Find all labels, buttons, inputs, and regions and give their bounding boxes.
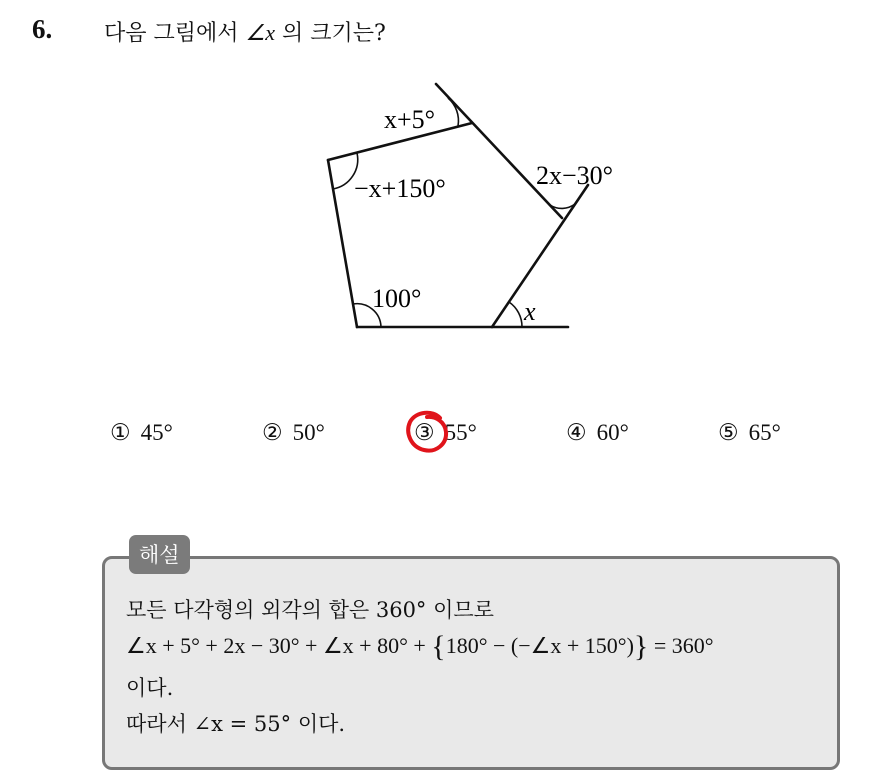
solution-line-1: 모든 다각형의 외각의 합은 360° 이므로 (126, 598, 494, 622)
choice-number: ③ (414, 420, 435, 445)
choice-number: ⑤ (718, 420, 739, 445)
solution-equation (126, 630, 714, 664)
label-bottom-right: x (524, 297, 536, 326)
label-top: x+5° (384, 105, 436, 134)
answer-circle-mark-icon (403, 407, 453, 457)
choice-number: ④ (566, 420, 587, 445)
question-text-before: 다음 그림에서 (104, 21, 246, 46)
solution-line-4: 따라서 ∠x = 55° 이다. (126, 712, 346, 736)
choice-value: 65° (748, 420, 781, 445)
choice-2[interactable] (262, 420, 325, 446)
choice-value: 45° (140, 420, 173, 445)
question-number: 6. (32, 14, 53, 44)
angle-symbol: ∠x (245, 20, 275, 45)
choice-number: ① (110, 420, 131, 445)
solution-line-3: 이다. (126, 676, 174, 700)
choice-value: 60° (596, 420, 629, 445)
choice-number: ② (262, 420, 283, 445)
choice-value: 55° (444, 420, 477, 445)
label-right: 2x−30° (536, 161, 614, 190)
solution-tag: 해설 (129, 535, 190, 574)
equation-brace-open: { (431, 630, 446, 663)
label-bottom-left: 100° (372, 284, 422, 313)
choice-5[interactable] (718, 420, 781, 446)
label-left: −x+150° (354, 174, 446, 203)
equation-rhs: = 360° (648, 633, 714, 658)
choice-value: 50° (292, 420, 325, 445)
question-text-after: 의 크기는? (275, 21, 386, 46)
edge-top-right (436, 84, 562, 218)
edge-right (492, 185, 588, 327)
equation-main: ∠x + 5° + 2x − 30° + ∠x + 80° + (126, 633, 432, 658)
choice-1[interactable] (110, 420, 173, 446)
equation-inner: 180° − (−∠x + 150°) (445, 633, 634, 658)
angle-arc-bottom-right (509, 302, 522, 327)
equation-brace-close: } (633, 630, 649, 663)
choice-4[interactable] (566, 420, 629, 446)
